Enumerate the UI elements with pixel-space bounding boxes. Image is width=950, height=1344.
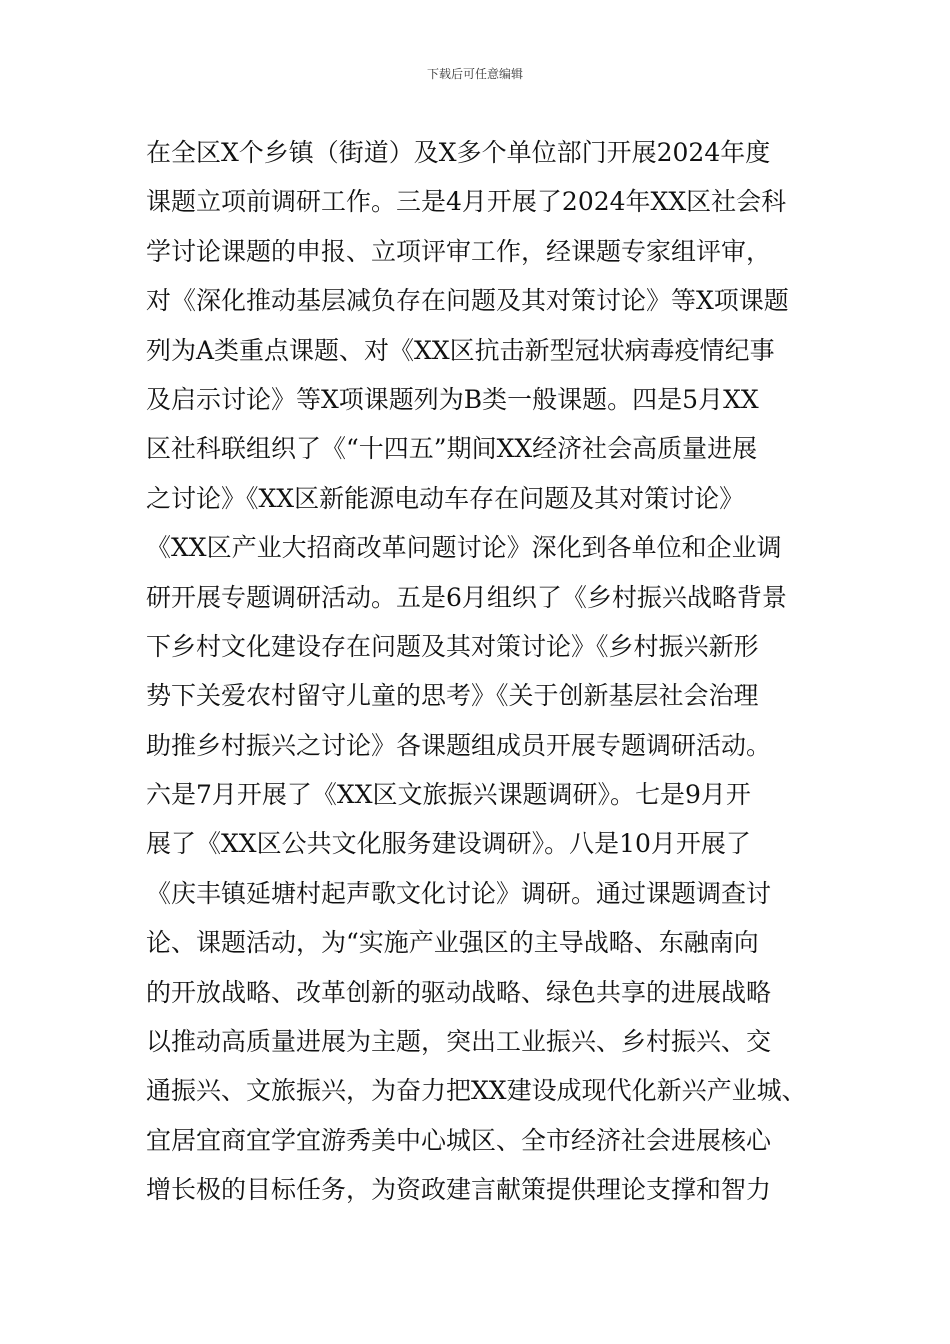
text-line: 势下关爱农村留守儿童的思考》《关于创新基层社会治理: [146, 681, 759, 711]
text-line: 通振兴、文旅振兴，为奋力把XX建设成现代化新兴产业城、: [146, 1076, 807, 1106]
text-line: 学讨论课题的申报、立项评审工作，经课题专家组评审，: [146, 236, 772, 266]
text-line: 《XX区产业大招商改革问题讨论》深化到各单位和企业调: [146, 533, 782, 563]
text-line: 论、课题活动，为“实施产业强区的主导战略、东融南向: [146, 928, 759, 958]
page-header: 下载后可任意编辑: [426, 67, 523, 81]
text-line: 《庆丰镇延塘村起声歌文化讨论》调研。通过课题调查讨: [146, 878, 772, 908]
text-line: 在全区X个乡镇（街道）及X多个单位部门开展2024年度: [146, 138, 771, 167]
text-line: 的开放战略、改革创新的驱动战略、绿色共享的进展战略: [146, 977, 772, 1007]
text-line: 增长极的目标任务，为资政建言献策提供理论支撑和智力: [146, 1175, 772, 1205]
text-line: 宜居宜商宜学宜游秀美中心城区、全市经济社会进展核心: [146, 1125, 772, 1155]
text-line: 助推乡村振兴之讨论》各课题组成员开展专题调研活动。: [146, 730, 772, 760]
text-line: 课题立项前调研工作。三是4月开展了2024年XX区社会科: [146, 187, 787, 217]
text-line: 以推动高质量进展为主题，突出工业振兴、乡村振兴、交: [146, 1027, 772, 1057]
text-line: 及启示讨论》等X项课题列为B类一般课题。四是5月XX: [146, 384, 759, 414]
text-line: 之讨论》《XX区新能源电动车存在问题及其对策讨论》: [146, 483, 745, 513]
text-line: 展了《XX区公共文化服务建设调研》。八是10月开展了: [146, 829, 751, 859]
text-line: 研开展专题调研活动。五是6月组织了《乡村振兴战略背景: [146, 582, 787, 612]
text-line: 区社科联组织了《“十四五”期间XX经济社会高质量进展: [146, 434, 758, 464]
body-text: [146, 128, 816, 1215]
text-line: 列为A类重点课题、对《XX区抗击新型冠状病毒疫情纪事: [146, 335, 775, 365]
text-line: 下乡村文化建设存在问题及其对策讨论》《乡村振兴新形: [146, 631, 759, 661]
text-line: 对《深化推动基层减负存在问题及其对策讨论》等X项课题: [146, 286, 789, 316]
text-line: 六是7月开展了《XX区文旅振兴课题调研》。七是9月开: [146, 780, 751, 810]
